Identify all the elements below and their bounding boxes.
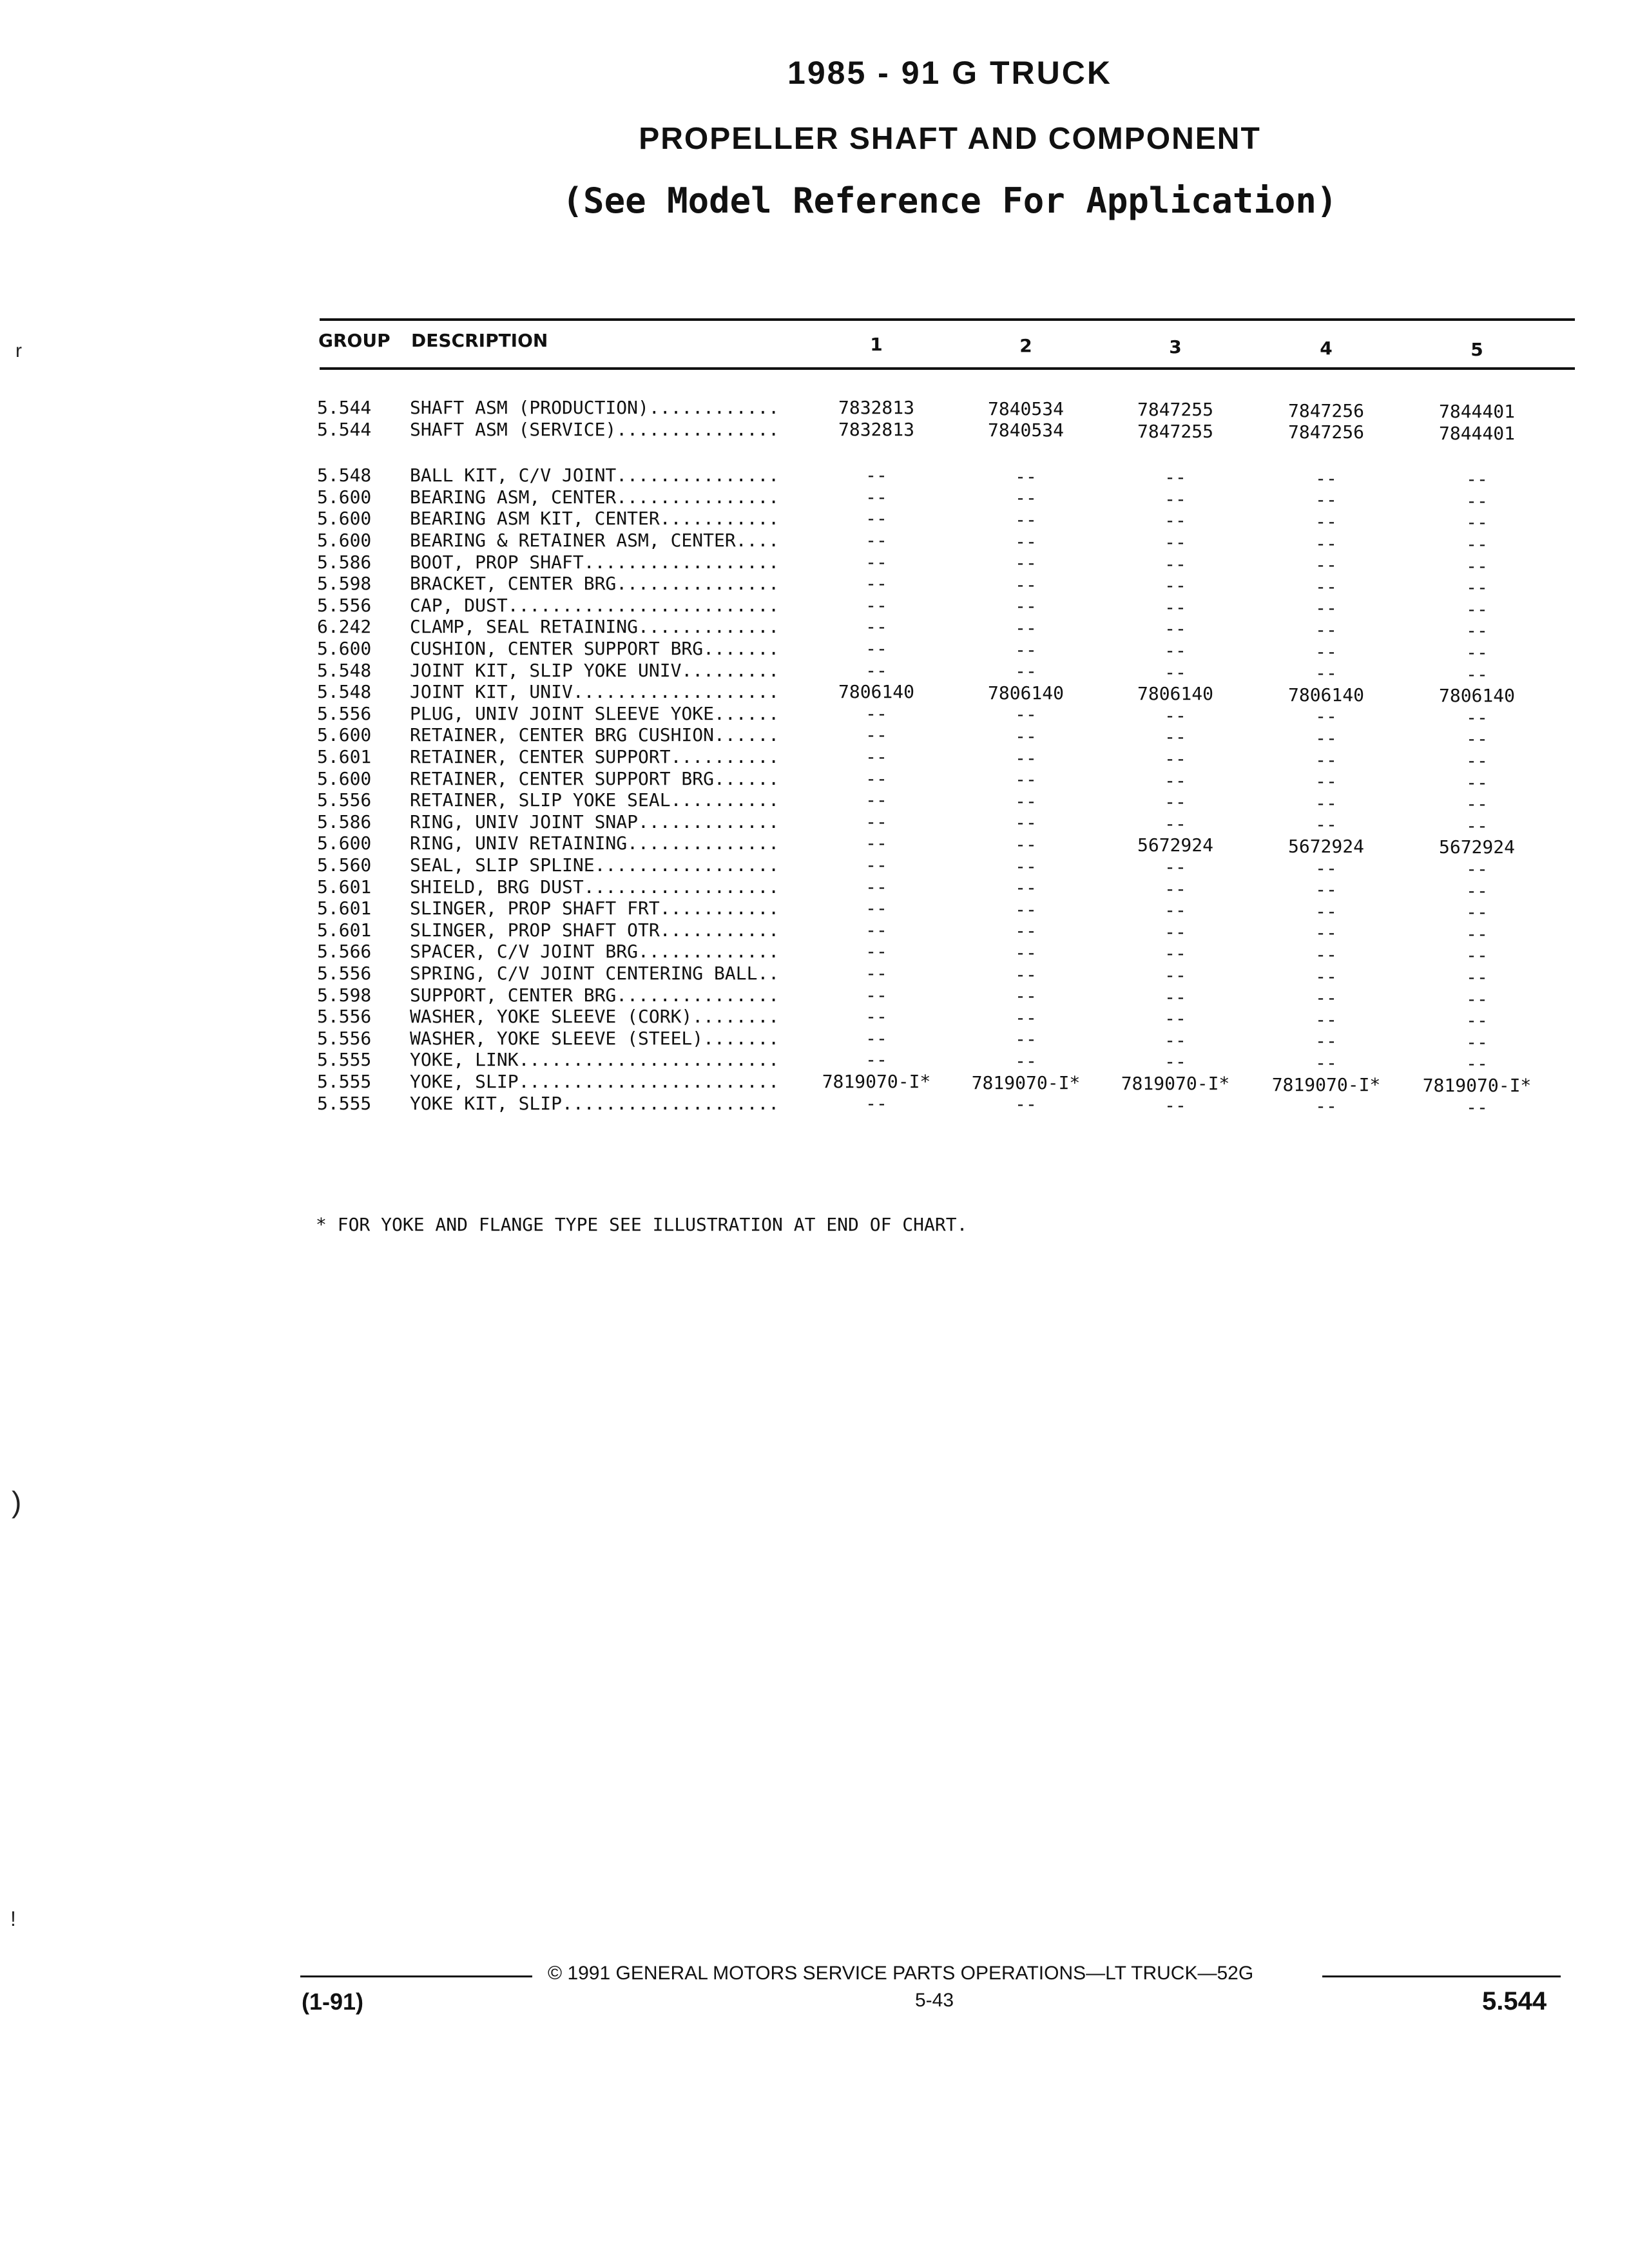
- row-value-col-5: --: [1466, 555, 1488, 577]
- row-description: RETAINER, CENTER SUPPORT..........: [410, 746, 780, 767]
- row-value-col-5: --: [1466, 577, 1488, 599]
- row-group: 5.600: [317, 486, 372, 508]
- row-value-col-4: --: [1315, 532, 1337, 554]
- row-description: WASHER, YOKE SLEEVE (STEEL).......: [410, 1027, 780, 1049]
- row-value-col-2: --: [1015, 920, 1037, 942]
- row-group: 5.600: [317, 508, 372, 530]
- row-value-col-1: --: [865, 638, 887, 659]
- row-value-col-1: --: [865, 465, 887, 486]
- row-value-col-1: --: [865, 1006, 887, 1028]
- row-value-col-3: --: [1164, 769, 1186, 791]
- row-group: 5.556: [317, 594, 372, 616]
- row-value-col-4: 7819070-I*: [1271, 1073, 1381, 1095]
- row-value-col-1: --: [865, 919, 887, 941]
- row-value-col-3: --: [1164, 640, 1186, 661]
- row-group: 5.556: [317, 702, 372, 724]
- row-value-col-4: --: [1315, 922, 1337, 944]
- row-value-col-1: --: [865, 767, 887, 789]
- row-value-col-2: --: [1015, 1006, 1037, 1028]
- row-value-col-5: --: [1466, 468, 1488, 490]
- row-group: 5.544: [317, 397, 372, 418]
- row-description: RETAINER, SLIP YOKE SEAL..........: [410, 789, 780, 811]
- row-value-col-4: --: [1315, 1030, 1337, 1052]
- row-value-col-1: --: [865, 1092, 887, 1114]
- column-header-description: DESCRIPTION: [411, 330, 548, 351]
- row-value-col-2: --: [1015, 530, 1037, 552]
- row-description: WASHER, YOKE SLEEVE (CORK)........: [410, 1006, 780, 1028]
- page-title: 1985 - 91 G TRUCK: [787, 55, 1112, 91]
- row-value-col-5: --: [1466, 512, 1488, 533]
- row-value-col-3: --: [1164, 575, 1186, 597]
- row-value-col-2: --: [1015, 1028, 1037, 1050]
- row-value-col-3: --: [1164, 726, 1186, 748]
- row-value-col-3: --: [1164, 704, 1186, 726]
- row-value-col-5: --: [1466, 966, 1488, 988]
- row-value-col-4: --: [1315, 510, 1337, 532]
- row-description: SHAFT ASM (SERVICE)...............: [410, 418, 780, 440]
- row-value-col-2: --: [1015, 747, 1037, 769]
- row-description: RETAINER, CENTER BRG CUSHION......: [410, 724, 780, 746]
- row-value-col-1: --: [865, 724, 887, 746]
- copyright-line: © 1991 GENERAL MOTORS SERVICE PARTS OPERATIONS—LT TRUCK—52G: [548, 1963, 1254, 1984]
- row-group: 5.586: [317, 811, 372, 832]
- row-group: 5.566: [317, 941, 372, 963]
- page-number: 5-43: [915, 1990, 954, 2011]
- row-value-col-1: 7832813: [838, 418, 914, 440]
- row-description: SPRING, C/V JOINT CENTERING BALL..: [410, 963, 780, 984]
- row-value-col-4: --: [1315, 987, 1337, 1009]
- row-group: 6.242: [317, 616, 372, 638]
- row-value-col-2: --: [1015, 855, 1037, 877]
- row-description: PLUG, UNIV JOINT SLEEVE YOKE......: [410, 702, 780, 724]
- row-group: 5.600: [317, 638, 372, 659]
- row-value-col-2: --: [1015, 595, 1037, 617]
- row-value-col-3: --: [1164, 1008, 1186, 1030]
- row-value-col-3: --: [1164, 791, 1186, 813]
- row-value-col-4: --: [1315, 727, 1337, 749]
- row-value-col-4: --: [1315, 792, 1337, 814]
- row-value-col-4: --: [1315, 467, 1337, 489]
- row-value-col-5: 7819070-I*: [1422, 1075, 1532, 1096]
- row-description: SPACER, C/V JOINT BRG.............: [410, 941, 780, 963]
- row-value-col-4: --: [1315, 662, 1337, 684]
- row-value-col-4: --: [1315, 1052, 1337, 1073]
- row-value-col-4: --: [1315, 943, 1337, 965]
- row-value-col-3: --: [1164, 986, 1186, 1008]
- row-value-col-3: --: [1164, 943, 1186, 965]
- row-value-col-3: 7819070-I*: [1121, 1073, 1230, 1094]
- row-description: CUSHION, CENTER SUPPORT BRG.......: [410, 638, 780, 659]
- column-header-2: 2: [1019, 335, 1032, 356]
- row-description: RING, UNIV JOINT SNAP.............: [410, 811, 780, 832]
- row-value-col-4: --: [1315, 965, 1337, 987]
- row-value-col-2: --: [1015, 790, 1037, 812]
- row-value-col-3: --: [1164, 921, 1186, 943]
- row-value-col-4: --: [1315, 900, 1337, 922]
- row-value-col-5: --: [1466, 490, 1488, 512]
- row-group: 5.544: [317, 418, 372, 440]
- row-group: 5.556: [317, 789, 372, 811]
- row-value-col-1: --: [865, 854, 887, 876]
- row-description: SUPPORT, CENTER BRG...............: [410, 984, 780, 1006]
- row-description: RING, UNIV RETAINING..............: [410, 832, 780, 854]
- row-group: 5.586: [317, 551, 372, 573]
- row-value-col-4: --: [1315, 1095, 1337, 1117]
- row-value-col-3: --: [1164, 856, 1186, 878]
- row-value-col-1: --: [865, 551, 887, 573]
- row-value-col-1: --: [865, 530, 887, 551]
- row-value-col-4: --: [1315, 489, 1337, 511]
- row-value-col-4: --: [1315, 879, 1337, 901]
- section-number: 5.544: [1482, 1987, 1547, 2015]
- row-value-col-3: --: [1164, 488, 1186, 510]
- row-value-col-3: --: [1164, 1029, 1186, 1051]
- row-description: BOOT, PROP SHAFT..................: [410, 551, 780, 573]
- row-value-col-2: --: [1015, 573, 1037, 595]
- row-value-col-5: --: [1466, 814, 1488, 836]
- row-value-col-5: --: [1466, 945, 1488, 966]
- row-group: 5.601: [317, 746, 372, 767]
- model-reference-note: (See Model Reference For Application): [562, 180, 1338, 221]
- row-description: YOKE, SLIP........................: [410, 1071, 780, 1092]
- row-description: BEARING & RETAINER ASM, CENTER....: [410, 530, 780, 551]
- row-value-col-5: --: [1466, 598, 1488, 620]
- column-header-5: 5: [1470, 339, 1483, 360]
- row-value-col-4: 5672924: [1287, 835, 1364, 857]
- row-value-col-2: --: [1015, 465, 1037, 487]
- row-description: SLINGER, PROP SHAFT OTR...........: [410, 919, 780, 941]
- row-value-col-2: --: [1015, 941, 1037, 963]
- row-value-col-5: 7844401: [1438, 401, 1515, 422]
- table-top-rule: [320, 318, 1575, 321]
- row-value-col-5: --: [1466, 642, 1488, 663]
- row-value-col-5: --: [1466, 706, 1488, 728]
- row-description: CLAMP, SEAL RETAINING.............: [410, 616, 780, 638]
- row-value-col-5: --: [1466, 1010, 1488, 1032]
- row-value-col-2: --: [1015, 877, 1037, 899]
- row-value-col-1: --: [865, 702, 887, 724]
- row-value-col-2: --: [1015, 833, 1037, 855]
- page-subtitle: PROPELLER SHAFT AND COMPONENT: [639, 122, 1261, 156]
- row-value-col-2: 7819070-I*: [971, 1072, 1081, 1093]
- row-value-col-5: --: [1466, 988, 1488, 1010]
- row-value-col-2: --: [1015, 508, 1037, 530]
- footer-rule-right: [1322, 1975, 1561, 1977]
- row-value-col-5: --: [1466, 533, 1488, 555]
- row-value-col-2: --: [1015, 769, 1037, 791]
- row-value-col-1: --: [865, 746, 887, 767]
- row-value-col-3: --: [1164, 899, 1186, 921]
- footnote: * FOR YOKE AND FLANGE TYPE SEE ILLUSTRATION AT END OF CHART.: [316, 1214, 968, 1235]
- row-description: SEAL, SLIP SPLINE.................: [410, 854, 780, 876]
- row-group: 5.556: [317, 963, 372, 984]
- row-value-col-4: 7847256: [1287, 399, 1364, 421]
- row-group: 5.600: [317, 530, 372, 551]
- row-value-col-4: --: [1315, 640, 1337, 662]
- row-value-col-4: --: [1315, 1008, 1337, 1030]
- row-group: 5.601: [317, 898, 372, 919]
- row-description: BALL KIT, C/V JOINT...............: [410, 465, 780, 486]
- row-group: 5.600: [317, 767, 372, 789]
- row-value-col-4: --: [1315, 597, 1337, 619]
- row-group: 5.598: [317, 984, 372, 1006]
- row-value-col-1: 7832813: [838, 397, 914, 418]
- row-value-col-5: --: [1466, 923, 1488, 945]
- row-value-col-3: --: [1164, 812, 1186, 834]
- row-value-col-4: --: [1315, 814, 1337, 836]
- row-value-col-2: --: [1015, 487, 1037, 509]
- row-value-col-3: --: [1164, 553, 1186, 575]
- margin-mark-middle: ): [12, 1485, 22, 1519]
- row-value-col-5: --: [1466, 879, 1488, 901]
- row-value-col-5: 7806140: [1438, 685, 1515, 707]
- row-value-col-5: --: [1466, 663, 1488, 685]
- row-description: BEARING ASM KIT, CENTER...........: [410, 508, 780, 530]
- row-value-col-3: 7847255: [1137, 420, 1213, 442]
- row-value-col-1: --: [865, 832, 887, 854]
- row-value-col-5: --: [1466, 858, 1488, 879]
- row-description: JOINT KIT, SLIP YOKE UNIV.........: [410, 659, 780, 681]
- row-description: BEARING ASM, CENTER...............: [410, 486, 780, 508]
- row-value-col-4: --: [1315, 575, 1337, 597]
- row-description: SHIELD, BRG DUST..................: [410, 876, 780, 898]
- row-value-col-1: 7806140: [838, 681, 914, 703]
- row-description: SLINGER, PROP SHAFT FRT...........: [410, 898, 780, 919]
- footer-rule-left: [300, 1975, 532, 1977]
- row-value-col-4: --: [1315, 706, 1337, 727]
- row-value-col-5: 5672924: [1438, 836, 1515, 858]
- row-value-col-2: 7806140: [987, 682, 1064, 704]
- row-value-col-3: --: [1164, 466, 1186, 488]
- row-value-col-4: --: [1315, 619, 1337, 640]
- row-value-col-3: --: [1164, 596, 1186, 618]
- row-value-col-5: --: [1466, 620, 1488, 642]
- row-value-col-5: 7844401: [1438, 422, 1515, 444]
- row-group: 5.601: [317, 919, 372, 941]
- row-value-col-1: --: [865, 963, 887, 984]
- row-group: 5.555: [317, 1092, 372, 1114]
- row-value-col-5: --: [1466, 750, 1488, 771]
- row-description: RETAINER, CENTER SUPPORT BRG......: [410, 767, 780, 789]
- row-value-col-3: --: [1164, 532, 1186, 553]
- revision-date: (1-91): [302, 1988, 364, 2015]
- row-value-col-1: --: [865, 984, 887, 1006]
- row-value-col-3: 5672924: [1137, 834, 1213, 856]
- column-header-group: GROUP: [318, 330, 390, 351]
- row-value-col-5: --: [1466, 728, 1488, 750]
- row-value-col-5: --: [1466, 1031, 1488, 1053]
- row-group: 5.560: [317, 854, 372, 876]
- table-header-rule: [320, 367, 1575, 370]
- row-value-col-3: --: [1164, 878, 1186, 899]
- row-value-col-2: --: [1015, 617, 1037, 639]
- row-value-col-4: --: [1315, 771, 1337, 793]
- row-value-col-2: --: [1015, 704, 1037, 726]
- margin-mark-bottom: !: [10, 1907, 16, 1930]
- row-description: CAP, DUST.........................: [410, 594, 780, 616]
- row-group: 5.556: [317, 1006, 372, 1028]
- row-group: 5.548: [317, 659, 372, 681]
- row-value-col-5: --: [1466, 771, 1488, 793]
- row-value-col-1: --: [865, 594, 887, 616]
- row-value-col-3: --: [1164, 1094, 1186, 1116]
- row-value-col-5: --: [1466, 901, 1488, 923]
- row-group: 5.598: [317, 573, 372, 595]
- row-value-col-1: --: [865, 573, 887, 595]
- row-value-col-4: --: [1315, 554, 1337, 576]
- row-value-col-1: --: [865, 941, 887, 963]
- row-value-col-2: --: [1015, 660, 1037, 682]
- row-group: 5.548: [317, 681, 372, 703]
- row-group: 5.601: [317, 876, 372, 898]
- column-header-4: 4: [1320, 338, 1333, 359]
- row-value-col-2: --: [1015, 1093, 1037, 1115]
- row-value-col-2: 7840534: [987, 419, 1064, 441]
- row-group: 5.556: [317, 1027, 372, 1049]
- row-value-col-3: --: [1164, 510, 1186, 532]
- row-description: YOKE KIT, SLIP....................: [410, 1092, 780, 1114]
- row-value-col-1: --: [865, 811, 887, 832]
- column-header-3: 3: [1169, 336, 1182, 358]
- row-value-col-1: --: [865, 508, 887, 530]
- row-value-col-1: --: [865, 1049, 887, 1071]
- row-value-col-2: --: [1015, 812, 1037, 834]
- row-value-col-1: --: [865, 789, 887, 811]
- row-value-col-4: --: [1315, 749, 1337, 771]
- row-group: 5.600: [317, 832, 372, 854]
- row-value-col-3: 7806140: [1137, 683, 1213, 705]
- row-value-col-1: --: [865, 659, 887, 681]
- row-group: 5.555: [317, 1049, 372, 1071]
- row-value-col-3: --: [1164, 965, 1186, 986]
- row-value-col-2: --: [1015, 639, 1037, 660]
- row-description: JOINT KIT, UNIV...................: [410, 681, 780, 703]
- row-description: SHAFT ASM (PRODUCTION)............: [410, 397, 780, 418]
- row-value-col-5: --: [1466, 1096, 1488, 1118]
- row-description: BRACKET, CENTER BRG...............: [410, 573, 780, 595]
- row-value-col-3: 7847255: [1137, 399, 1213, 420]
- row-value-col-1: --: [865, 898, 887, 919]
- row-value-col-3: --: [1164, 661, 1186, 683]
- row-group: 5.548: [317, 465, 372, 486]
- row-value-col-2: --: [1015, 1050, 1037, 1072]
- row-value-col-5: --: [1466, 1053, 1488, 1075]
- column-header-1: 1: [870, 334, 883, 355]
- row-value-col-2: --: [1015, 985, 1037, 1007]
- row-value-col-3: --: [1164, 618, 1186, 640]
- row-value-col-5: --: [1466, 793, 1488, 815]
- row-value-col-1: --: [865, 616, 887, 638]
- row-group: 5.600: [317, 724, 372, 746]
- row-description: YOKE, LINK........................: [410, 1049, 780, 1071]
- row-value-col-1: --: [865, 1027, 887, 1049]
- row-value-col-2: --: [1015, 898, 1037, 920]
- row-value-col-2: --: [1015, 725, 1037, 747]
- row-group: 5.555: [317, 1071, 372, 1092]
- row-value-col-1: --: [865, 486, 887, 508]
- row-value-col-2: --: [1015, 963, 1037, 985]
- row-value-col-4: 7806140: [1287, 684, 1364, 706]
- row-value-col-4: --: [1315, 857, 1337, 879]
- row-value-col-1: --: [865, 876, 887, 898]
- row-value-col-4: 7847256: [1287, 421, 1364, 443]
- margin-mark-top: r: [15, 340, 22, 361]
- row-value-col-2: 7840534: [987, 398, 1064, 419]
- row-value-col-1: 7819070-I*: [822, 1071, 931, 1092]
- row-value-col-2: --: [1015, 552, 1037, 574]
- row-value-col-3: --: [1164, 748, 1186, 769]
- row-value-col-3: --: [1164, 1051, 1186, 1073]
